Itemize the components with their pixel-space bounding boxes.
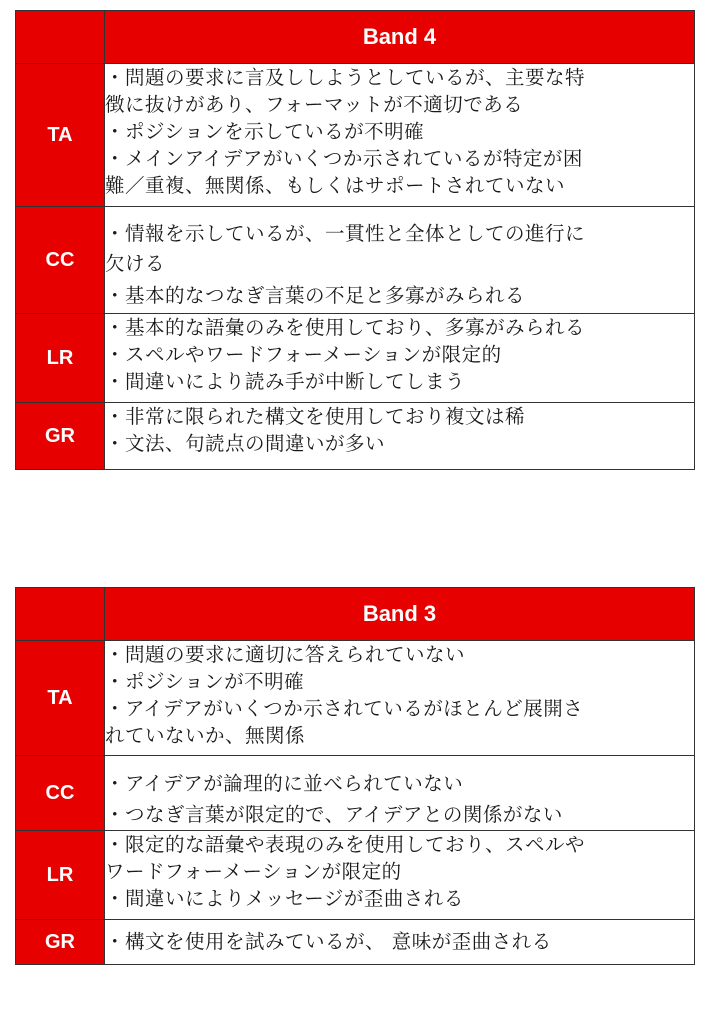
band3-ta-line-2: ・ポジションが不明確: [105, 670, 305, 693]
band4-desc-lr: [105, 314, 695, 403]
band3-desc-lr: [105, 831, 695, 920]
band3-desc-gr: [105, 920, 695, 965]
band3-header-row: [16, 588, 695, 641]
band4-gr-line-2: ・文法、句読点の間違いが多い: [105, 432, 386, 455]
band4-ta-line-1: ・問題の要求に言及ししようとしているが、主要な特: [105, 66, 586, 89]
band4-ta-line-4: ・メインアイデアがいくつか示されているが特定が困: [105, 147, 583, 170]
band4-cc-line-1: ・情報を示しているが、一貫性と全体としての進行に: [105, 222, 586, 245]
band4-ta-line-3: ・ポジションを示しているが不明確: [105, 120, 425, 143]
band4-row-cc: [16, 207, 695, 314]
band4-lr-line-2: ・スペルやワードフォーメーションが限定的: [105, 343, 502, 366]
band4-ta-line-5: 難／重複、無関係、もしくはサポートされていない: [105, 174, 566, 197]
band4-label-gr: GR: [16, 403, 105, 470]
band4-row-gr: [16, 403, 695, 470]
band4-corner-cell: [16, 11, 105, 64]
band3-row-gr: [16, 920, 695, 965]
band4-header-row: [16, 11, 695, 64]
band3-lr-line-3: ・間違いによりメッセージが歪曲される: [105, 887, 464, 910]
band3-desc-cc: [105, 756, 695, 831]
band4-title: Band 4: [105, 11, 695, 64]
band3-row-lr: [16, 831, 695, 920]
band4-cc-line-2: 欠ける: [105, 252, 166, 275]
band3-title: Band 3: [105, 588, 695, 641]
band4-row-ta: [16, 64, 695, 207]
band3-label-ta: TA: [16, 641, 105, 756]
band4-label-lr: LR: [16, 314, 105, 403]
band3-table: [15, 587, 695, 965]
band4-desc-gr: [105, 403, 695, 470]
band3-label-cc: CC: [16, 756, 105, 831]
band3-gr-line-1: ・構文を使用を試みているが、 意味が歪曲される: [105, 930, 552, 953]
band3-ta-line-1: ・問題の要求に適切に答えられていない: [105, 643, 466, 666]
band3-row-cc: [16, 756, 695, 831]
band4-row-lr: [16, 314, 695, 403]
band3-row-ta: [16, 641, 695, 756]
band4-label-cc: CC: [16, 207, 105, 314]
band3-desc-ta: [105, 641, 695, 756]
band4-gr-line-1: ・非常に限られた構文を使用しており複文は稀: [105, 405, 526, 428]
band4-lr-line-1: ・基本的な語彙のみを使用しており、多寡がみられる: [105, 316, 586, 339]
band4-table: [15, 10, 695, 470]
band3-ta-line-3: ・アイデアがいくつか示されているがほとんど展開さ: [105, 697, 584, 720]
band4-lr-line-3: ・間違いにより読み手が中断してしまう: [105, 370, 466, 393]
band3-lr-line-2: ワードフォーメーションが限定的: [105, 860, 402, 883]
band4-desc-cc: [105, 207, 695, 314]
band3-label-gr: GR: [16, 920, 105, 965]
band3-lr-line-1: ・限定的な語彙や表現のみを使用しており、スペルや: [105, 833, 586, 856]
band4-desc-ta: [105, 64, 695, 207]
band3-label-lr: LR: [16, 831, 105, 920]
band4-label-ta: TA: [16, 64, 105, 207]
band3-cc-line-2: ・つなぎ言葉が限定的で、アイデアとの関係がない: [105, 803, 563, 826]
band3-ta-line-4: れていないか、無関係: [105, 724, 306, 747]
band4-ta-line-2: 徴に抜けがあり、フォーマットが不適切である: [105, 93, 524, 116]
band3-corner-cell: [16, 588, 105, 641]
band4-cc-line-3: ・基本的なつなぎ言葉の不足と多寡がみられる: [105, 284, 526, 307]
band3-cc-line-1: ・アイデアが論理的に並べられていない: [105, 772, 464, 795]
